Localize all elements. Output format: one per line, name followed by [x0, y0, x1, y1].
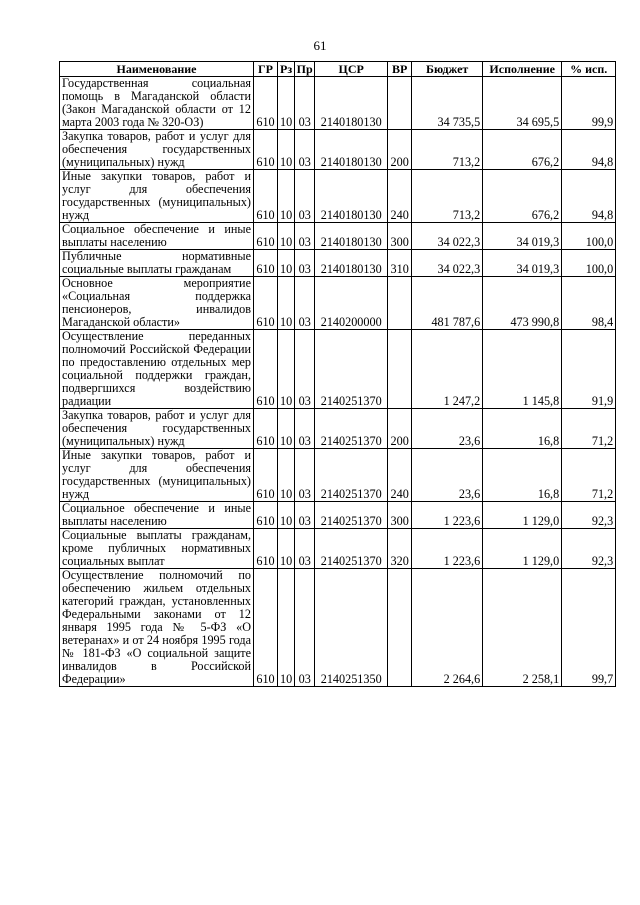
row-rz: 10: [278, 449, 295, 502]
row-gr: 610: [254, 130, 278, 170]
table-header-row: [60, 62, 616, 77]
row-vr: [388, 330, 412, 409]
row-budget: 713,2: [412, 130, 483, 170]
row-gr: 610: [254, 277, 278, 330]
row-vr: [388, 569, 412, 687]
header-csr: ЦСР: [315, 62, 388, 77]
table-row: [60, 223, 616, 250]
row-csr: 2140251370: [315, 449, 388, 502]
row-percent: 99,7: [562, 569, 616, 687]
row-name: Осуществление полномочий по обеспечению жильем отдельных категорий граждан, установленных Федеральными законами от 12 января 1995 года № 5-ФЗ «О ветеранах» и от 24 ноября 1995 года № 181-ФЗ «О социальной защите инвалидов в Российской Федерации»: [60, 569, 254, 687]
row-execution: 16,8: [483, 409, 562, 449]
row-pr: 03: [295, 170, 315, 223]
row-name: Социальное обеспечение и иные выплаты населению: [60, 223, 254, 250]
row-budget: 23,6: [412, 409, 483, 449]
header-rz: Рз: [278, 62, 295, 77]
row-percent: 92,3: [562, 529, 616, 569]
row-budget: 1 247,2: [412, 330, 483, 409]
row-csr: 2140180130: [315, 250, 388, 277]
row-budget: 2 264,6: [412, 569, 483, 687]
row-csr: 2140251370: [315, 409, 388, 449]
row-gr: 610: [254, 569, 278, 687]
row-csr: 2140251370: [315, 502, 388, 529]
row-gr: 610: [254, 77, 278, 130]
row-name: Социальное обеспечение и иные выплаты населению: [60, 502, 254, 529]
row-csr: 2140251350: [315, 569, 388, 687]
table-row: [60, 502, 616, 529]
row-vr: 200: [388, 130, 412, 170]
row-name: Иные закупки товаров, работ и услуг для обеспечения государственных (муниципальных) нужд: [60, 449, 254, 502]
row-execution: 16,8: [483, 449, 562, 502]
header-budget: Бюджет: [412, 62, 483, 77]
row-execution: 473 990,8: [483, 277, 562, 330]
table-row: [60, 409, 616, 449]
row-rz: 10: [278, 223, 295, 250]
row-name: Социальные выплаты гражданам, кроме публичных нормативных социальных выплат: [60, 529, 254, 569]
row-name: Закупка товаров, работ и услуг для обеспечения государственных (муниципальных) нужд: [60, 130, 254, 170]
row-budget: 34 735,5: [412, 77, 483, 130]
row-rz: 10: [278, 277, 295, 330]
row-vr: [388, 77, 412, 130]
row-pr: 03: [295, 529, 315, 569]
row-gr: 610: [254, 250, 278, 277]
row-pr: 03: [295, 569, 315, 687]
row-pr: 03: [295, 250, 315, 277]
row-name: Осуществление переданных полномочий Российской Федерации по предоставлению отдельных мер социальной поддержки граждан, подвергшихся воздействию радиации: [60, 330, 254, 409]
row-rz: 10: [278, 569, 295, 687]
row-pr: 03: [295, 223, 315, 250]
row-budget: 481 787,6: [412, 277, 483, 330]
row-pr: 03: [295, 277, 315, 330]
row-vr: 300: [388, 502, 412, 529]
table-row: [60, 529, 616, 569]
row-execution: 676,2: [483, 130, 562, 170]
row-vr: 300: [388, 223, 412, 250]
row-execution: 34 695,5: [483, 77, 562, 130]
row-gr: 610: [254, 449, 278, 502]
row-name: Публичные нормативные социальные выплаты гражданам: [60, 250, 254, 277]
row-execution: 676,2: [483, 170, 562, 223]
row-pr: 03: [295, 77, 315, 130]
table-row: [60, 170, 616, 223]
row-gr: 610: [254, 502, 278, 529]
row-percent: 100,0: [562, 250, 616, 277]
row-name: Основное мероприятие «Социальная поддержка пенсионеров, инвалидов Магаданской области»: [60, 277, 254, 330]
row-csr: 2140251370: [315, 529, 388, 569]
header-percent: % исп.: [562, 62, 616, 77]
row-percent: 94,8: [562, 130, 616, 170]
row-rz: 10: [278, 170, 295, 223]
row-csr: 2140200000: [315, 277, 388, 330]
row-percent: 71,2: [562, 409, 616, 449]
row-name: Иные закупки товаров, работ и услуг для обеспечения государственных (муниципальных) нужд: [60, 170, 254, 223]
row-vr: 240: [388, 170, 412, 223]
table-row: [60, 330, 616, 409]
row-percent: 92,3: [562, 502, 616, 529]
row-vr: 320: [388, 529, 412, 569]
row-gr: 610: [254, 170, 278, 223]
page-number: 61: [313, 38, 327, 53]
row-budget: 34 022,3: [412, 250, 483, 277]
row-percent: 71,2: [562, 449, 616, 502]
row-csr: 2140251370: [315, 330, 388, 409]
row-budget: 1 223,6: [412, 529, 483, 569]
row-percent: 94,8: [562, 170, 616, 223]
row-rz: 10: [278, 77, 295, 130]
row-rz: 10: [278, 330, 295, 409]
row-pr: 03: [295, 449, 315, 502]
row-vr: 310: [388, 250, 412, 277]
row-budget: 1 223,6: [412, 502, 483, 529]
row-name: Государственная социальная помощь в Магаданской области (Закон Магаданской области от 12 марта 2003 года № 320-ОЗ): [60, 77, 254, 130]
row-gr: 610: [254, 409, 278, 449]
row-gr: 610: [254, 529, 278, 569]
row-rz: 10: [278, 409, 295, 449]
row-csr: 2140180130: [315, 170, 388, 223]
header-vr: ВР: [388, 62, 412, 77]
row-execution: 1 129,0: [483, 502, 562, 529]
row-percent: 99,9: [562, 77, 616, 130]
row-budget: 713,2: [412, 170, 483, 223]
row-pr: 03: [295, 502, 315, 529]
row-execution: 2 258,1: [483, 569, 562, 687]
row-rz: 10: [278, 529, 295, 569]
row-gr: 610: [254, 330, 278, 409]
row-percent: 100,0: [562, 223, 616, 250]
table-row: [60, 277, 616, 330]
row-rz: 10: [278, 130, 295, 170]
header-execution: Исполнение: [483, 62, 562, 77]
table-row: [60, 77, 616, 130]
row-vr: 240: [388, 449, 412, 502]
row-rz: 10: [278, 502, 295, 529]
header-pr: Пр: [296, 61, 313, 76]
row-execution: 34 019,3: [483, 223, 562, 250]
row-budget: 23,6: [412, 449, 483, 502]
row-pr: 03: [295, 409, 315, 449]
budget-table: [59, 61, 616, 687]
row-vr: [388, 277, 412, 330]
row-csr: 2140180130: [315, 223, 388, 250]
table-row: [60, 449, 616, 502]
row-gr: 610: [254, 223, 278, 250]
table-row: [60, 569, 616, 687]
row-name: Закупка товаров, работ и услуг для обеспечения государственных (муниципальных) нужд: [60, 409, 254, 449]
table-row: [60, 130, 616, 170]
row-percent: 91,9: [562, 330, 616, 409]
row-pr: 03: [295, 130, 315, 170]
row-csr: 2140180130: [315, 130, 388, 170]
row-vr: 200: [388, 409, 412, 449]
header-name: Наименование: [60, 62, 254, 77]
row-percent: 98,4: [562, 277, 616, 330]
table-row: [60, 250, 616, 277]
row-execution: 1 129,0: [483, 529, 562, 569]
header-gr: ГР: [254, 62, 278, 77]
row-execution: 34 019,3: [483, 250, 562, 277]
row-execution: 1 145,8: [483, 330, 562, 409]
row-csr: 2140180130: [315, 77, 388, 130]
row-pr: 03: [295, 330, 315, 409]
row-rz: 10: [278, 250, 295, 277]
row-budget: 34 022,3: [412, 223, 483, 250]
